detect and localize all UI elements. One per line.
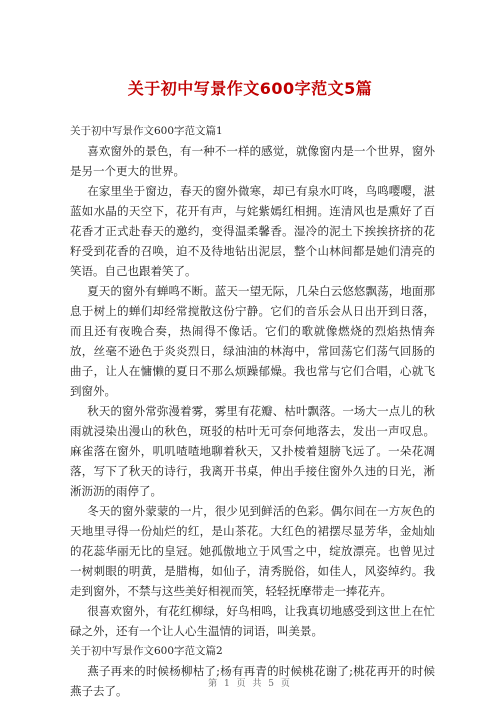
page-footer: 第 1 页 共 5 页 [208,679,292,689]
section-heading: 关于初中写景作文600字范文篇1 [70,125,223,137]
paragraph: 夏天的窗外有蝉鸣不断。蓝天一望无际，几朵白云悠悠飘荡，地面那息于树上的蝉们却经常搅散这份宁静。它们的音乐会从日出开到日落，而且还有夜晚合奏，热闹得不像话。它们的歌就像燃烧的烈焰热情奔放，丝毫不逊色于炎炎烈日，绿油油的林海中，常回荡它们荡气回肠的曲子，让人在慵懒的夏日不那么烦躁郁燥。我也常与它们合唱，心就飞到窗外。 [70,284,435,398]
document-title: 关于初中写景作文600字范文5篇 [127,79,373,98]
section-heading: 关于初中写景作文600字范文篇2 [70,645,223,657]
paragraph: 秋天的窗外常弥漫着雾，雾里有花瓣、枯叶飘落。一场大一点儿的秋雨就浸染出漫山的秋色，斑驳的枯叶无可奈何地落去，发出一声叹息。麻雀落在窗外，叽叽喳喳地聊着秋天，又扑棱着翅膀飞远了。一朵花凋落，写下了秋天的诗行，我离开书桌，伸出手接住窗外久违的日光，淅淅沥沥的雨停了。 [70,404,435,498]
document-body [70,121,435,701]
paragraph: 喜欢窗外的景色，有一种不一样的感觉，就像窗内是一个世界，窗外是另一个更大的世界。 [70,144,435,178]
paragraph: 冬天的窗外蒙蒙的一片，很少见到鲜活的色彩。偶尔间在一方灰色的天地里寻得一份灿烂的红，是山茶花。大红色的裙摆尽显芳华，金灿灿的花蕊华丽无比的皇冠。她孤傲地立于风雪之中，绽放漂亮。也曾见过一树刺眼的明黄，是腊梅，如仙子，清秀脱俗，如佳人，风姿绰约。我走到窗外，不禁与这些美好相视而笑，轻轻抚摩带走一捧花卉。 [70,504,435,598]
paragraph: 燕子再来的时候杨柳枯了;杨有再青的时候桃花谢了;桃花再开的时候燕子去了。 [70,664,435,698]
paragraph: 在家里坐于窗边，春天的窗外微寒，却已有泉水叮咚，鸟鸣嘤嘤，湛蓝如水晶的天空下，花开有声，与姹紫嫣红相拥。连清风也是熏好了百花香才正式赴春天的邀约，变得温柔馨香。湿冷的泥土下挨挨挤挤的花籽受到花香的召唤，迫不及待地钻出泥层，整个山林间都是她们清亮的笑语。自己也跟着笑了。 [70,184,435,278]
paragraph: 很喜欢窗外，有花红柳绿，好鸟相鸣，让我真切地感受到这世上在忙碌之外，还有一个让人心生温情的词语，叫美景。 [70,604,435,638]
